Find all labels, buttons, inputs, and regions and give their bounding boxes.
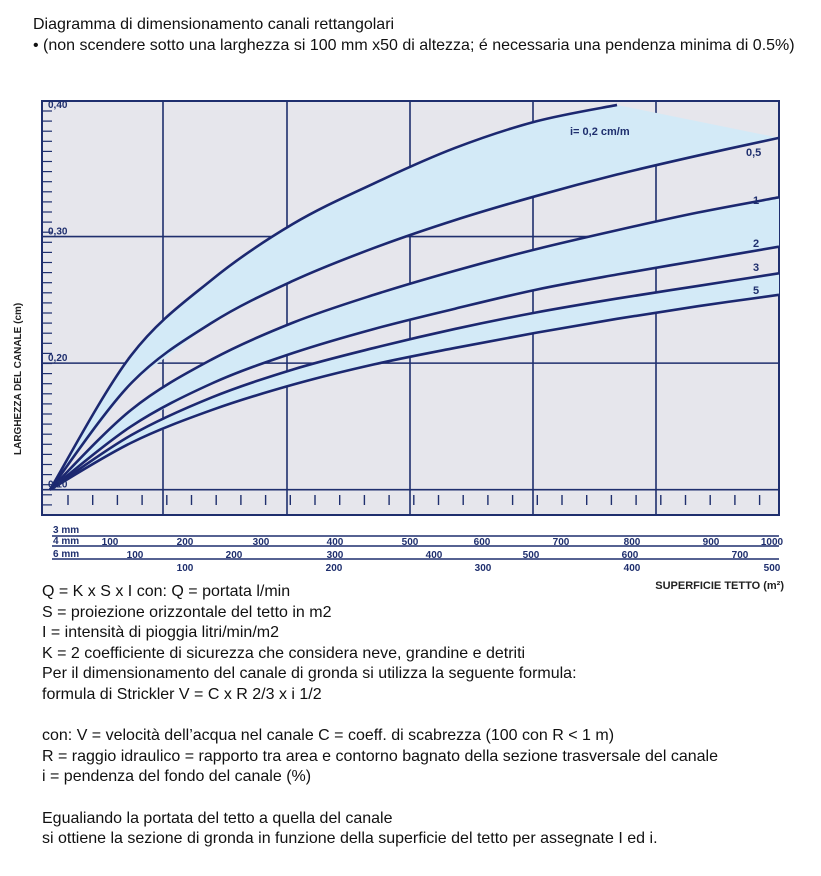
y-axis-label: LARGHEZZA DEL CANALE (cm) <box>13 302 24 455</box>
note-line: i = pendenza del fondo del canale (%) <box>42 768 312 786</box>
chart-title: Diagramma di dimensionamento canali rettangolari <box>33 16 395 33</box>
x-tick-label: 500 <box>401 537 419 548</box>
scale-unit-label: 6 mm <box>53 549 80 560</box>
x-tick-label: 100 <box>101 537 119 548</box>
x-tick-label: 700 <box>552 537 570 548</box>
curve-label: i= 0,2 cm/m <box>570 126 630 138</box>
chart-note: • (non scendere sotto una larghezza si 100 mm x50 di altezza; é necessaria una pendenza minima di 0.5%) <box>33 37 795 54</box>
note-line: con: V = velocità dell’acqua nel canale C = coeff. di scabrezza (100 con R < 1 m) <box>42 727 615 745</box>
x-tick-label: 800 <box>623 537 641 548</box>
note-line <box>42 788 812 809</box>
note-line: Q = K x S x I con: Q = portata l/min <box>42 583 291 600</box>
note-line: R = raggio idraulico = rapporto tra area e contorno bagnato della sezione trasversale del canale <box>42 747 718 765</box>
x-tick-label: 500 <box>763 563 781 574</box>
x-tick-label: 400 <box>425 550 443 561</box>
x-tick-label: 600 <box>621 550 639 561</box>
curve-label: 5 <box>753 285 760 297</box>
note-line: si ottiene la sezione di gronda in funzione della superficie del tetto per assegnate I ed i. <box>42 830 658 848</box>
note-line: K = 2 coefficiente di sicurezza che considera neve, grandine e detriti <box>42 644 526 662</box>
x-tick-label: 1000 <box>760 537 784 548</box>
x-tick-label: 200 <box>325 563 343 574</box>
note-line: S = proiezione orizzontale del tetto in m2 <box>42 603 332 621</box>
y-tick-label: 0,10 <box>48 479 68 491</box>
note-line: Per il dimensionamento del canale di gronda si utilizza la seguente formula: <box>42 665 577 683</box>
header <box>33 14 803 56</box>
x-tick-label: 400 <box>623 563 641 574</box>
scale-unit-label: 4 mm <box>53 536 80 547</box>
x-tick-label: 300 <box>474 563 492 574</box>
x-axis-label: SUPERFICIE TETTO (m²) <box>655 580 784 592</box>
note-line: formula di Strickler V = C x R 2/3 x i 1/2 <box>42 685 322 703</box>
x-tick-label: 100 <box>126 550 144 561</box>
x-tick-label: 500 <box>522 550 540 561</box>
x-tick-label: 200 <box>176 537 194 548</box>
x-tick-label: 100 <box>176 563 194 574</box>
curve-label: 3 <box>753 262 760 274</box>
y-tick-label: 0,30 <box>48 226 68 238</box>
explanation-notes <box>42 582 812 850</box>
x-tick-label: 300 <box>252 537 270 548</box>
x-tick-label: 400 <box>326 537 344 548</box>
curve-label: 2 <box>753 238 760 250</box>
note-line <box>42 706 812 727</box>
y-tick-label: 0,40 <box>48 100 68 111</box>
x-tick-label: 300 <box>326 550 344 561</box>
x-tick-label: 200 <box>225 550 243 561</box>
x-tick-label: 900 <box>702 537 720 548</box>
note-line: I = intensità di pioggia litri/min/m2 <box>42 624 279 642</box>
x-tick-label: 600 <box>473 537 491 548</box>
y-tick-label: 0,20 <box>48 353 68 365</box>
x-tick-label: 700 <box>731 550 749 561</box>
curve-label: 0,5 <box>746 147 762 159</box>
scale-unit-label: 3 mm <box>53 525 80 536</box>
curve-label: 1 <box>753 195 760 207</box>
note-line: Egualiando la portata del tetto a quella del canale <box>42 809 393 827</box>
